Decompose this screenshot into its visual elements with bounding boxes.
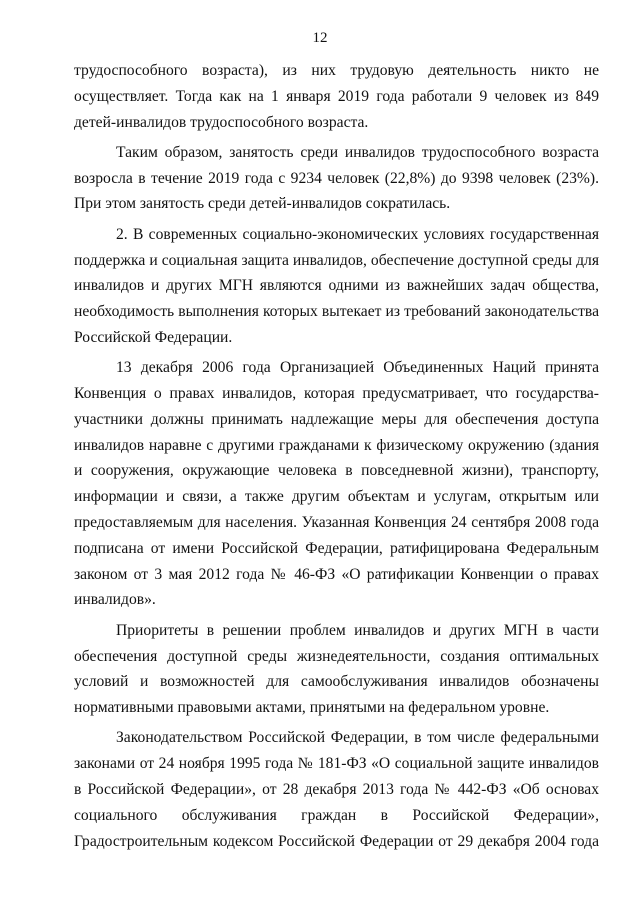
paragraph-un-convention: 13 декабря 2006 года Организацией Объединенных Наций принята Конвенция о правах инвалидов, которая предусматривает, что государства-участники должны принимать надлежащие меры для обеспечения доступа инвалидов наравне с другими гражданами к физическому окружению (здания и сооружения, окружающие человека в повседневной жизни), транспорту, информации и связи, а также другим объектам и услугам, открытым или предоставляемым для населения. Указанная Конвенция 24 сентября 2008 года подписана от имени Российской Федерации, ратифицирована Федеральным законом от 3 мая 2012 года № 46-ФЗ «О ратификации Конвенции о правах инвалидов». [74, 359, 599, 609]
paragraph-employment-summary: Таким образом, занятость среди инвалидов трудоспособного возраста возросла в течение 2019 года с 9234 человек (22,8%) до 9398 человек (23%). При этом занятость среди детей-инвалидов сократилась. [74, 143, 599, 213]
page-number: 12 [312, 30, 328, 46]
paragraph-legislation: Законодательством Российской Федерации, в том числе федеральными законами от 24 ноября 1995 года № 181-ФЗ «О социальной защите инвалидов в Российской Федерации», от 28 декабря 2013 года № 442-ФЗ «Об основах социального обслуживания граждан в Российской Федерации», Градостроительным кодексом Российской Федерации от 29 декабря 2004 года [74, 729, 599, 850]
paragraph-priorities: Приоритеты в решении проблем инвалидов и других МГН в части обеспечения доступной среды жизнедеятельности, создания оптимальных условий и возможностей для самообслуживания инвалидов обозначены нормативными правовыми актами, принятыми на федеральном уровне. [74, 621, 599, 717]
paragraph-state-support: 2. В современных социально-экономических условиях государственная поддержка и социальная защита инвалидов, обеспечение доступной среды для инвалидов и других МГН являются одними из важнейших задач общества, необходимость выполнения которых вытекает из требований законодательства Российской Федерации. [74, 225, 599, 346]
document-body [74, 58, 599, 859]
paragraph-continuation: трудоспособного возраста), из них трудовую деятельность никто не осуществляет. Тогда как на 1 января 2019 года работали 9 человек из 849 детей-инвалидов трудоспособного возраста. [74, 62, 599, 131]
